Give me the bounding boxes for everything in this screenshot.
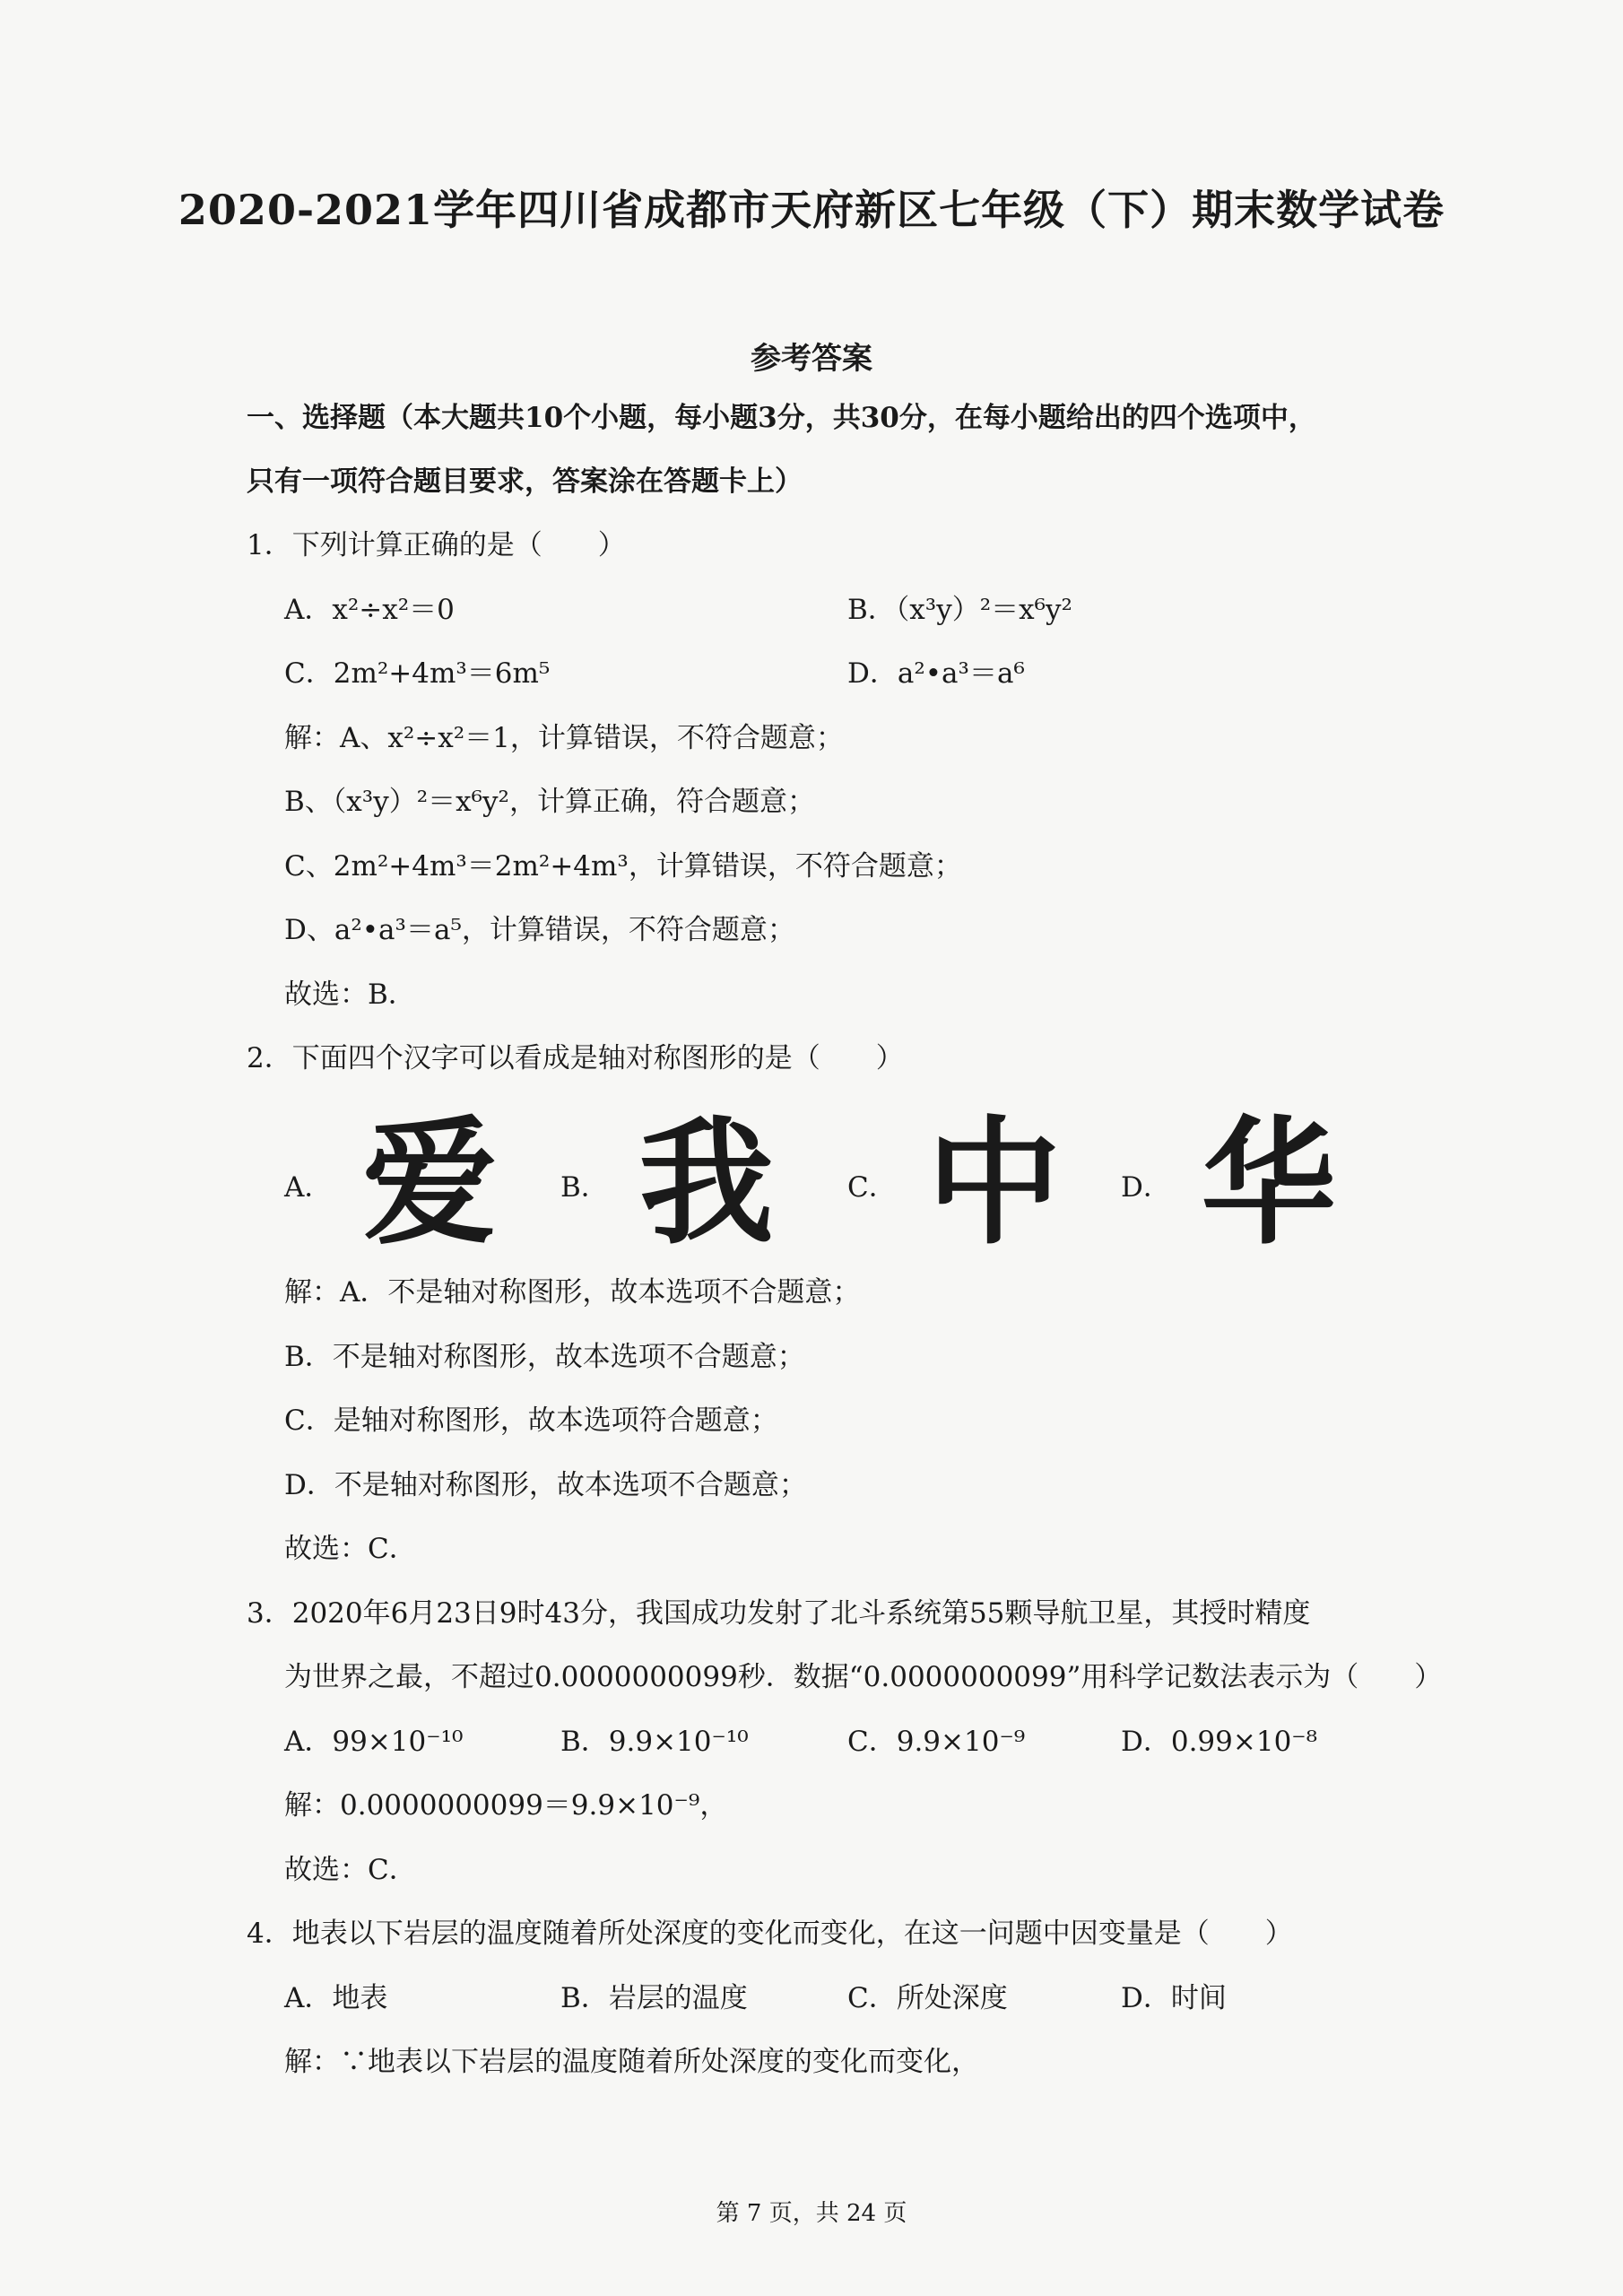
q3-solution-1: 解：0.0000000099＝9.9×10⁻⁹， bbox=[284, 1789, 728, 1822]
q1-solution-3: C、2m²+4m³＝2m²+4m³，计算错误，不符合题意； bbox=[284, 850, 962, 883]
q1-solution-2: B、（x³y）²＝x⁶y²，计算正确，符合题意； bbox=[284, 786, 815, 818]
q2-answer: 故选：C． bbox=[284, 1533, 417, 1565]
q1-stem: 1．下列计算正确的是（ ） bbox=[247, 529, 626, 561]
q1-option-c: C．2m²+4m³＝6m⁵ bbox=[284, 657, 551, 690]
q1-solution-4: D、a²•a³＝a⁵，计算错误，不符合题意； bbox=[284, 914, 795, 946]
q2-option-d-label: D． bbox=[1121, 1170, 1171, 1204]
q1-option-b: B．（x³y）²＝x⁶y² bbox=[847, 594, 1072, 626]
answer-heading: 参考答案 bbox=[751, 341, 872, 377]
q2-option-d-char: 华 bbox=[1201, 1104, 1331, 1264]
q2-option-a bbox=[284, 1104, 492, 1264]
q3-option-c: C．9.9×10⁻⁹ bbox=[847, 1726, 1026, 1758]
q2-option-a-label: A． bbox=[284, 1170, 333, 1204]
q3-stem-line2: 为世界之最，不超过0.0000000099秒．数据“0.0000000099”用科学记数法表示为（ ） bbox=[284, 1661, 1443, 1693]
q2-option-c bbox=[847, 1104, 1056, 1264]
q1-option-d: D．a²•a³＝a⁶ bbox=[847, 657, 1025, 690]
q2-option-b-char: 我 bbox=[638, 1104, 768, 1264]
q4-solution-1: 解：∵地表以下岩层的温度随着所处深度的变化而变化， bbox=[284, 2046, 979, 2078]
q3-stem-line1: 3．2020年6月23日9时43分，我国成功发射了北斗系统第55颗导航卫星，其授时精度 bbox=[247, 1597, 1311, 1630]
q1-solution-1: 解：A、x²÷x²＝1，计算错误，不符合题意； bbox=[284, 722, 844, 754]
q2-option-b bbox=[560, 1104, 768, 1264]
q4-option-c: C．所处深度 bbox=[847, 1982, 1008, 2014]
q2-solution-1: 解：A．不是轴对称图形，故本选项不合题意； bbox=[284, 1276, 861, 1309]
q3-option-a: A．99×10⁻¹⁰ bbox=[284, 1726, 464, 1758]
q3-option-d: D．0.99×10⁻⁸ bbox=[1121, 1726, 1318, 1758]
q2-solution-2: B．不是轴对称图形，故本选项不合题意； bbox=[284, 1341, 805, 1373]
q2-option-d bbox=[1121, 1104, 1331, 1264]
q2-option-a-char: 爱 bbox=[362, 1104, 492, 1264]
q1-option-a: A．x²÷x²＝0 bbox=[284, 594, 455, 626]
q2-solution-4: D．不是轴对称图形，故本选项不合题意； bbox=[284, 1469, 807, 1501]
section-heading-line1: 一、选择题（本大题共10个小题，每小题3分，共30分，在每小题给出的四个选项中， bbox=[247, 402, 1316, 434]
q4-option-d: D．时间 bbox=[1121, 1982, 1227, 2014]
q2-option-c-label: C． bbox=[847, 1170, 897, 1204]
q4-option-a: A．地表 bbox=[284, 1982, 388, 2014]
section-heading-line2: 只有一项符合题目要求，答案涂在答题卡上） bbox=[247, 465, 803, 498]
q3-answer: 故选：C． bbox=[284, 1854, 417, 1886]
q2-option-b-label: B． bbox=[560, 1170, 609, 1204]
q2-option-c-char: 中 bbox=[926, 1104, 1056, 1264]
q3-option-b: B．9.9×10⁻¹⁰ bbox=[560, 1726, 749, 1758]
q2-stem: 2．下面四个汉字可以看成是轴对称图形的是（ ） bbox=[247, 1042, 904, 1074]
q1-answer: 故选：B． bbox=[284, 978, 416, 1011]
page-footer: 第 7 页，共 24 页 bbox=[716, 2200, 907, 2227]
q4-option-b: B．岩层的温度 bbox=[560, 1982, 748, 2014]
q2-solution-3: C．是轴对称图形，故本选项符合题意； bbox=[284, 1405, 778, 1437]
q4-stem: 4．地表以下岩层的温度随着所处深度的变化而变化，在这一问题中因变量是（ ） bbox=[247, 1918, 1293, 1950]
document-title: 2020-2021学年四川省成都市天府新区七年级（下）期末数学试卷 bbox=[178, 186, 1445, 234]
